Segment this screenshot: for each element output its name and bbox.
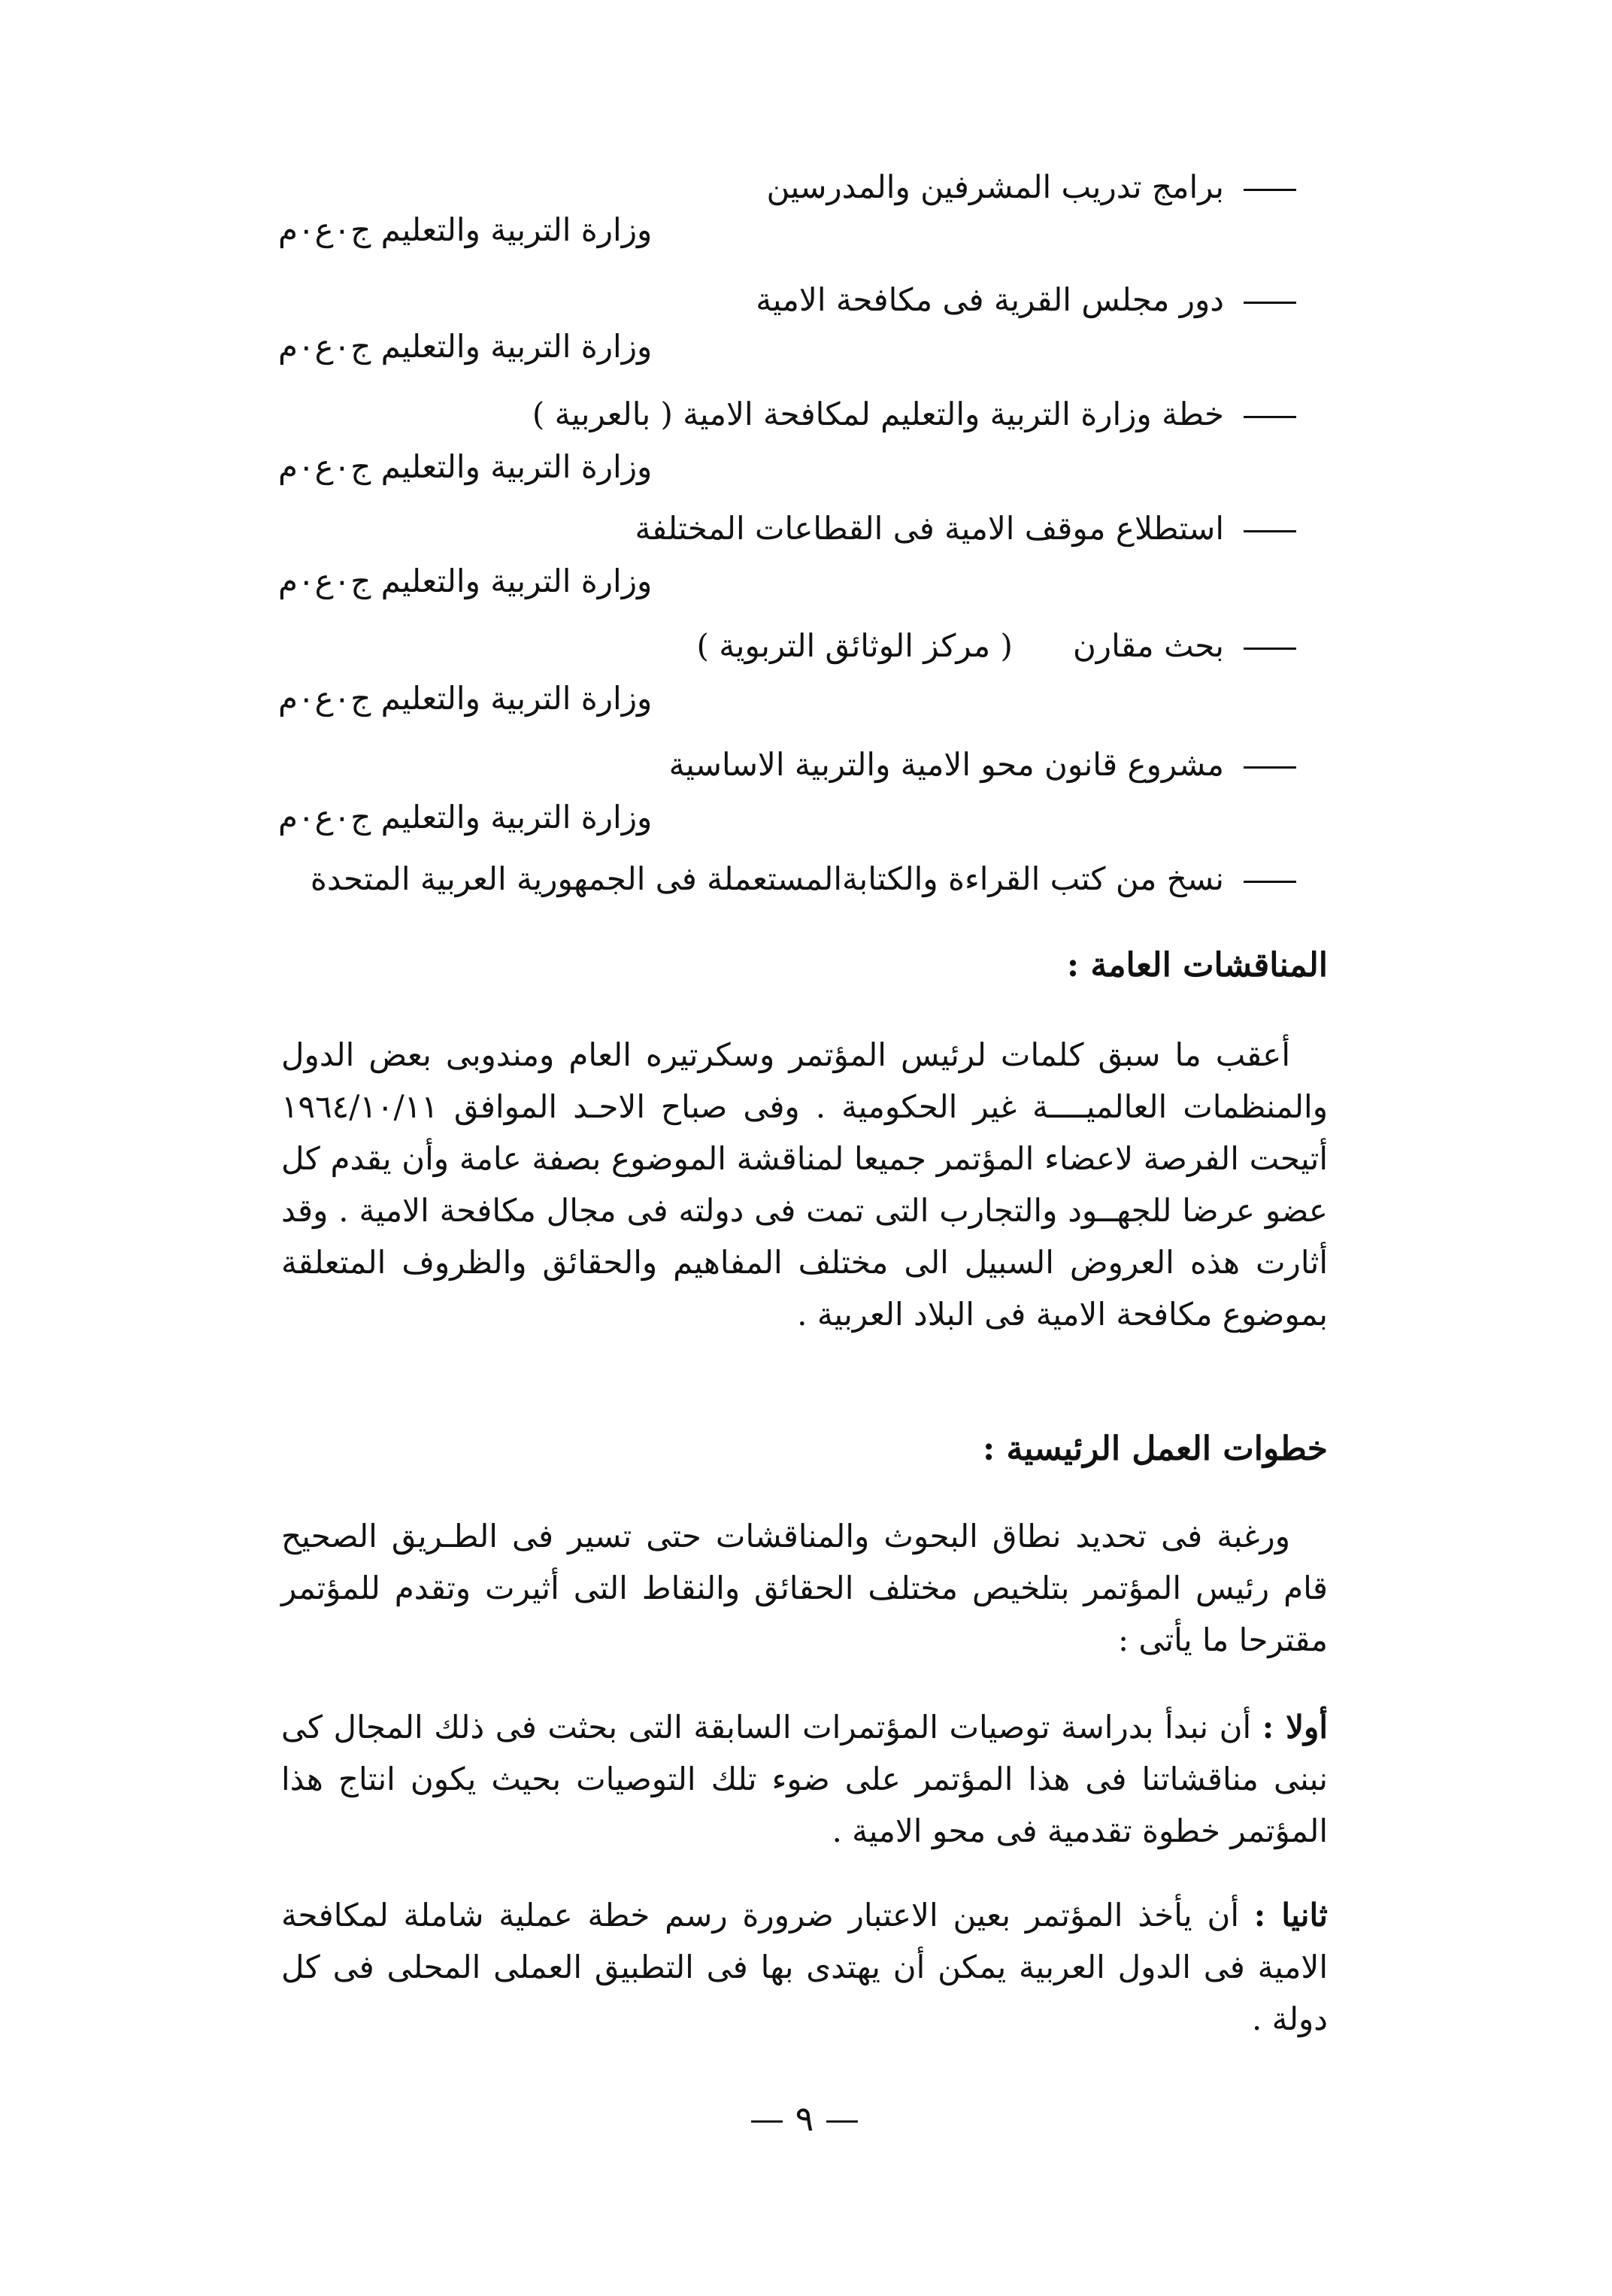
- document-title: استطلاع موقف الامية فى القطاعات المختلفة: [635, 510, 1224, 547]
- section-heading: خطوات العمل الرئيسية :: [982, 1430, 1328, 1468]
- dash-bullet: [1244, 530, 1296, 532]
- paragraph-label: ثانيا :: [1253, 1897, 1328, 1934]
- dash-bullet: [1244, 189, 1296, 191]
- document-source: وزارة التربية والتعليم ج٠ع٠م: [278, 563, 653, 599]
- dash-bullet: [1244, 881, 1296, 883]
- list-item: [668, 746, 1296, 783]
- list-item: [635, 510, 1296, 547]
- paragraph-label: أولا :: [1262, 1709, 1328, 1746]
- document-source: وزارة التربية والتعليم ج٠ع٠م: [278, 328, 653, 365]
- document-title: خطة وزارة التربية والتعليم لمكافحة الامية ( بالعربية ): [532, 396, 1224, 432]
- dash-bullet: [1244, 766, 1296, 769]
- numbered-paragraph: [281, 1701, 1328, 1857]
- paragraph-text: أن نبدأ بدراسة توصيات المؤتمرات السابقة التى بحثت فى ذلك المجال كى نبنى مناقشاتنا فى هذا المؤتمر على ضوء تلك التوصيات بحيث يكون انتاج هذا المؤتمر خطوة تقدمية فى محو الامية .: [281, 1709, 1328, 1849]
- document-source: وزارة التربية والتعليم ج٠ع٠م: [278, 448, 653, 485]
- list-item: [310, 860, 1296, 897]
- numbered-paragraph: [281, 1889, 1328, 2045]
- dash-bullet: [1244, 416, 1296, 418]
- page-number: — ٩ —: [750, 2098, 859, 2139]
- list-item: [766, 168, 1296, 205]
- document-source: وزارة التربية والتعليم ج٠ع٠م: [278, 799, 653, 836]
- paragraph-text: أن يأخذ المؤتمر بعين الاعتبار ضرورة رسم خطة عملية شاملة لمكافحة الامية فى الدول العربية يمكن أن يهتدى بها فى التطبيق العملى المحلى فى كل دولة .: [281, 1897, 1328, 2037]
- document-title: دور مجلس القرية فى مكافحة الامية: [756, 281, 1224, 318]
- document-source: وزارة التربية والتعليم ج٠ع٠م: [278, 680, 653, 717]
- list-item: [532, 396, 1296, 432]
- document-source: وزارة التربية والتعليم ج٠ع٠م: [278, 211, 653, 248]
- document-title: برامج تدريب المشرفين والمدرسين: [766, 168, 1224, 205]
- paragraph: أعقب ما سبق كلمات لرئيس المؤتمر وسكرتيره العام ومندوبى بعض الدول والمنظمات العالميــــة غير الحكومية . وفى صباح الاحـد الموافق ١٩٦٤/١٠/١١ أتيحت الفرصة لاعضاء المؤتمر جميعا لمناقشة الموضوع بصفة عامة وأن يقدم كل عضو عرضا للجهــود والتجارب التى تمت فى دولته فى مجال مكافحة الامية . وقد أثارت هذه العروض السبيل الى مختلف المفاهيم والحقائق والظروف المتعلقة بموضوع مكافحة الامية فى البلاد العربية .: [281, 1036, 1328, 1333]
- list-item: [696, 627, 1296, 664]
- dash-bullet: [1244, 648, 1296, 650]
- document-title: مشروع قانون محو الامية والتربية الاساسية: [668, 746, 1224, 783]
- document-title: نسخ من كتب القراءة والكتابةالمستعملة فى الجمهورية العربية المتحدة: [310, 860, 1224, 897]
- paragraph: ورغبة فى تحديد نطاق البحوث والمناقشات حتى تسير فى الطـريق الصحيح قام رئيس المؤتمر بتلخيص مختلف الحقائق والنقاط التى أثيرت وتقدم للمؤتمر مقترحا ما يأتى :: [281, 1518, 1328, 1658]
- dash-bullet: [1244, 302, 1296, 304]
- document-title: بحث مقارن ( مركز الوثائق التربوية ): [696, 627, 1224, 664]
- section-heading: المناقشات العامة :: [1066, 946, 1328, 984]
- list-item: [756, 281, 1296, 318]
